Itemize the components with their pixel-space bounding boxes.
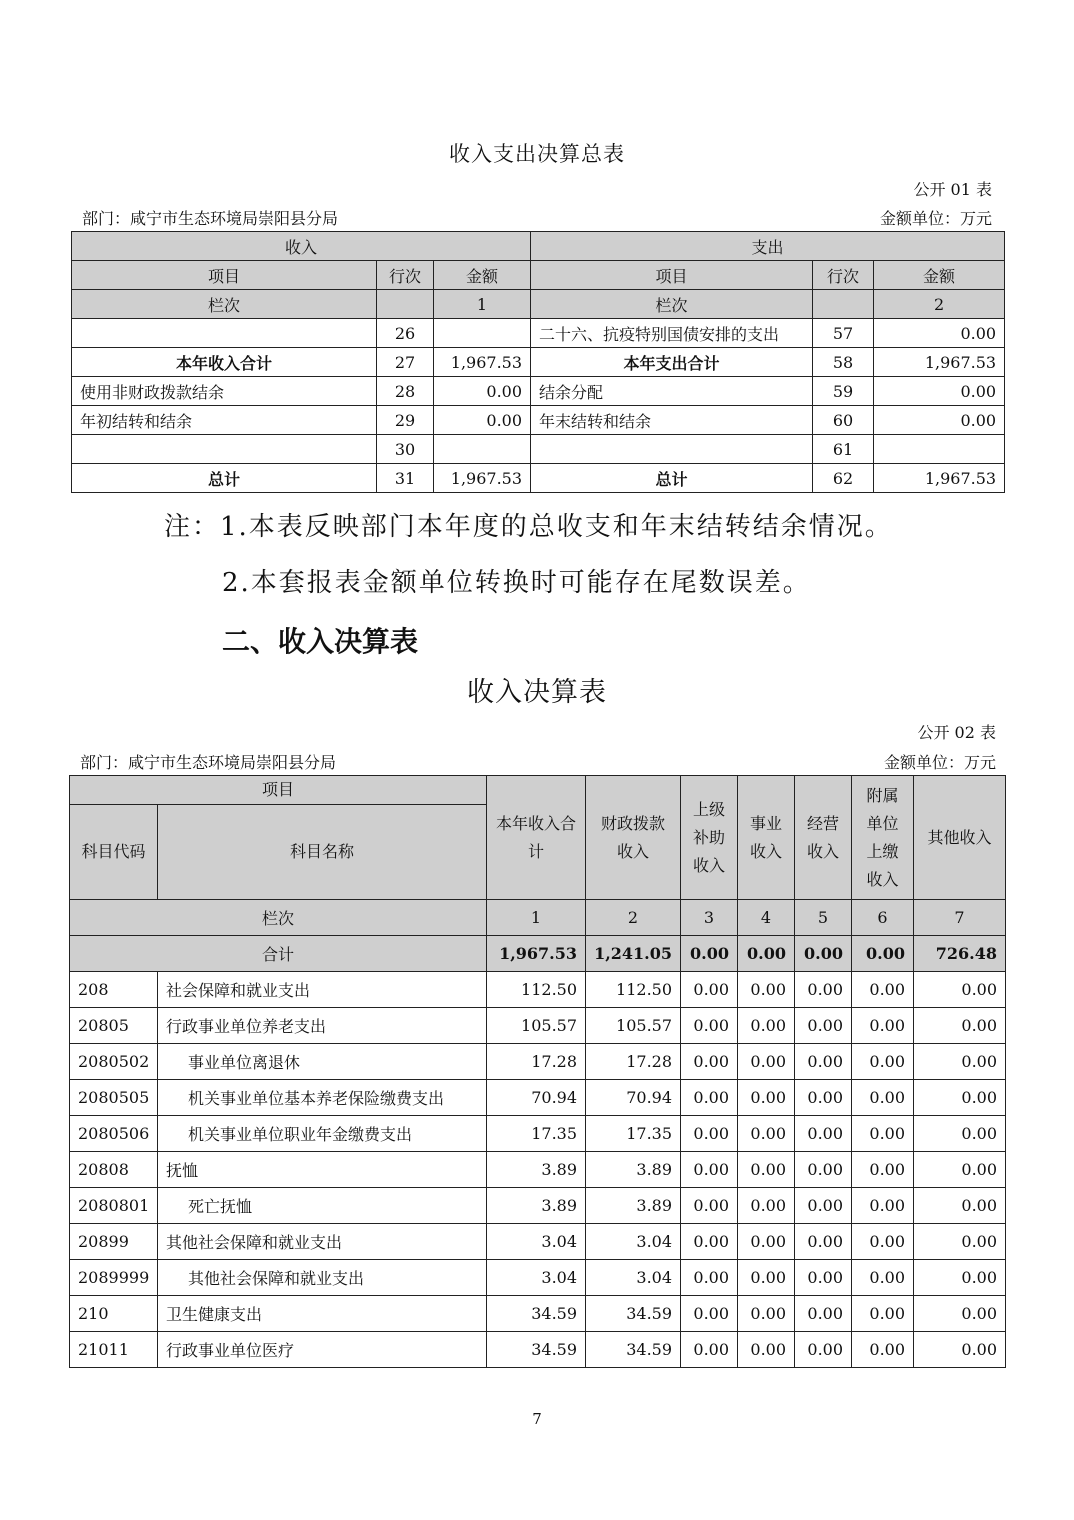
summary-row (72, 319, 1005, 348)
amount-cell: 0.00 (852, 1188, 914, 1224)
expense-row-header: 行次 (813, 261, 874, 290)
section-heading: 二、收入决算表 (222, 625, 419, 658)
amount-cell: 0.00 (795, 1080, 852, 1116)
amount-cell: 0.00 (795, 1044, 852, 1080)
t2-total-value: 0.00 (852, 936, 914, 972)
expense-header: 支出 (531, 232, 1005, 261)
expense-amount: 0.00 (874, 319, 1005, 348)
amount-cell: 0.00 (914, 972, 1006, 1008)
amount-cell: 34.59 (487, 1332, 586, 1368)
amount-cell: 0.00 (738, 1044, 795, 1080)
table2-title: 收入决算表 (467, 677, 607, 708)
amount-cell: 0.00 (795, 1116, 852, 1152)
note-line-1: 注：1.本表反映部门本年度的总收支和年末结转结余情况。 (164, 512, 893, 542)
subject-name: 事业单位离退休 (158, 1044, 487, 1080)
t2-col1-header: 本年收入合计 (487, 776, 586, 900)
expense-row-no: 62 (813, 464, 874, 493)
table-row (70, 1332, 1006, 1368)
amount-cell: 0.00 (914, 1044, 1006, 1080)
amount-cell: 0.00 (738, 1116, 795, 1152)
amount-cell: 3.89 (586, 1188, 681, 1224)
amount-cell: 0.00 (681, 1332, 738, 1368)
expense-lanci-number: 2 (874, 290, 1005, 319)
income-row-no: 31 (377, 464, 434, 493)
amount-cell: 0.00 (738, 1008, 795, 1044)
income-row-header: 行次 (377, 261, 434, 290)
subject-code: 208 (70, 972, 158, 1008)
amount-cell: 3.04 (487, 1260, 586, 1296)
income-item: 年初结转和结余 (72, 406, 377, 435)
subject-name: 其他社会保障和就业支出 (158, 1260, 487, 1296)
t2-col7-header: 其他收入 (914, 776, 1006, 900)
expense-item: 总计 (531, 464, 813, 493)
expense-item: 结余分配 (531, 377, 813, 406)
expense-item: 二十六、抗疫特别国债安排的支出 (531, 319, 813, 348)
amount-cell: 0.00 (795, 1332, 852, 1368)
t2-item-header: 项目 (70, 776, 487, 805)
note-line-2: 2.本套报表金额单位转换时可能存在尾数误差。 (222, 568, 811, 598)
expense-item (531, 435, 813, 464)
subject-name: 抚恤 (158, 1152, 487, 1188)
income-row-no: 30 (377, 435, 434, 464)
amount-cell: 0.00 (914, 1332, 1006, 1368)
t2-lanci-number: 4 (738, 900, 795, 936)
t2-code-header: 科目代码 (70, 805, 158, 900)
amount-cell: 0.00 (852, 1332, 914, 1368)
expense-row-no: 60 (813, 406, 874, 435)
amount-cell: 70.94 (586, 1080, 681, 1116)
amount-cell: 0.00 (681, 1008, 738, 1044)
income-item (72, 435, 377, 464)
amount-cell: 17.28 (487, 1044, 586, 1080)
table2-unit: 金额单位：万元 (883, 753, 996, 772)
amount-cell: 0.00 (681, 972, 738, 1008)
income-item-header: 项目 (72, 261, 377, 290)
expense-item: 年末结转和结余 (531, 406, 813, 435)
t2-lanci-number: 3 (681, 900, 738, 936)
summary-row (72, 435, 1005, 464)
amount-cell: 34.59 (487, 1296, 586, 1332)
amount-cell: 3.04 (586, 1224, 681, 1260)
t2-col2-header: 财政拨款收入 (586, 776, 681, 900)
income-amount: 1,967.53 (434, 464, 531, 493)
expense-item: 本年支出合计 (531, 348, 813, 377)
expense-amount: 0.00 (874, 377, 1005, 406)
amount-cell: 0.00 (795, 1188, 852, 1224)
subject-name: 机关事业单位职业年金缴费支出 (158, 1116, 487, 1152)
amount-cell: 0.00 (852, 1260, 914, 1296)
amount-cell: 0.00 (681, 1296, 738, 1332)
amount-cell: 0.00 (914, 1224, 1006, 1260)
amount-cell: 0.00 (681, 1152, 738, 1188)
expense-amount: 1,967.53 (874, 464, 1005, 493)
summary-row (72, 377, 1005, 406)
t2-total-value: 0.00 (795, 936, 852, 972)
t2-lanci-label: 栏次 (70, 900, 487, 936)
subject-name: 社会保障和就业支出 (158, 972, 487, 1008)
expense-amount (874, 435, 1005, 464)
table1-code: 公开 01 表 (913, 180, 992, 199)
income-lanci-label: 栏次 (72, 290, 377, 319)
table-row (70, 1260, 1006, 1296)
income-lanci-blank (377, 290, 434, 319)
t2-total-value: 0.00 (738, 936, 795, 972)
table-row (70, 1044, 1006, 1080)
amount-cell: 112.50 (487, 972, 586, 1008)
amount-cell: 0.00 (914, 1008, 1006, 1044)
summary-row (72, 406, 1005, 435)
amount-cell: 70.94 (487, 1080, 586, 1116)
subject-code: 2080502 (70, 1044, 158, 1080)
amount-cell: 112.50 (586, 972, 681, 1008)
amount-cell: 0.00 (852, 1044, 914, 1080)
amount-cell: 0.00 (852, 972, 914, 1008)
subject-code: 210 (70, 1296, 158, 1332)
expense-lanci-label: 栏次 (531, 290, 813, 319)
table-row (70, 1188, 1006, 1224)
summary-row (72, 464, 1005, 493)
income-item: 本年收入合计 (72, 348, 377, 377)
subject-code: 20899 (70, 1224, 158, 1260)
amount-cell: 0.00 (795, 1224, 852, 1260)
expense-lanci-blank (813, 290, 874, 319)
amount-cell: 0.00 (738, 1188, 795, 1224)
table-row (70, 1224, 1006, 1260)
amount-cell: 0.00 (738, 1260, 795, 1296)
subject-name: 卫生健康支出 (158, 1296, 487, 1332)
expense-row-no: 58 (813, 348, 874, 377)
expense-amount: 0.00 (874, 406, 1005, 435)
subject-name: 行政事业单位养老支出 (158, 1008, 487, 1044)
subject-code: 2080801 (70, 1188, 158, 1224)
income-row-no: 26 (377, 319, 434, 348)
amount-cell: 3.04 (487, 1224, 586, 1260)
amount-cell: 0.00 (681, 1080, 738, 1116)
expense-amount-header: 金额 (874, 261, 1005, 290)
t2-total-value: 1,967.53 (487, 936, 586, 972)
summary-row (72, 348, 1005, 377)
amount-cell: 0.00 (795, 1008, 852, 1044)
amount-cell: 0.00 (914, 1080, 1006, 1116)
income-row-no: 28 (377, 377, 434, 406)
amount-cell: 17.35 (487, 1116, 586, 1152)
amount-cell: 105.57 (487, 1008, 586, 1044)
amount-cell: 0.00 (795, 1296, 852, 1332)
subject-code: 20808 (70, 1152, 158, 1188)
amount-cell: 3.89 (487, 1188, 586, 1224)
table-row (70, 1008, 1006, 1044)
subject-name: 死亡抚恤 (158, 1188, 487, 1224)
amount-cell: 0.00 (738, 1296, 795, 1332)
amount-cell: 0.00 (852, 1116, 914, 1152)
table1-title: 收入支出决算总表 (449, 142, 625, 166)
page-number: 7 (532, 1410, 542, 1428)
income-final-accounts-table (69, 775, 1006, 1368)
t2-total-value: 0.00 (681, 936, 738, 972)
amount-cell: 0.00 (852, 1008, 914, 1044)
amount-cell: 0.00 (852, 1224, 914, 1260)
expense-row-no: 57 (813, 319, 874, 348)
t2-col4-header: 事业收入 (738, 776, 795, 900)
t2-col5-header: 经营收入 (795, 776, 852, 900)
amount-cell: 0.00 (738, 1080, 795, 1116)
amount-cell: 0.00 (852, 1296, 914, 1332)
income-amount (434, 435, 531, 464)
expense-item-header: 项目 (531, 261, 813, 290)
amount-cell: 17.28 (586, 1044, 681, 1080)
t2-total-label: 合计 (70, 936, 487, 972)
amount-cell: 0.00 (738, 1152, 795, 1188)
t2-col3-header: 上级补助收入 (681, 776, 738, 900)
table1-dept: 部门：咸宁市生态环境局崇阳县分局 (82, 209, 339, 228)
t2-lanci-number: 7 (914, 900, 1006, 936)
amount-cell: 0.00 (738, 1224, 795, 1260)
table-row (70, 1296, 1006, 1332)
amount-cell: 0.00 (795, 1152, 852, 1188)
expense-row-no: 61 (813, 435, 874, 464)
amount-cell: 0.00 (914, 1260, 1006, 1296)
amount-cell: 0.00 (681, 1116, 738, 1152)
income-amount-header: 金额 (434, 261, 531, 290)
table-row (70, 1116, 1006, 1152)
income-item: 总计 (72, 464, 377, 493)
amount-cell: 0.00 (681, 1044, 738, 1080)
expense-amount: 1,967.53 (874, 348, 1005, 377)
expense-row-no: 59 (813, 377, 874, 406)
t2-total-value: 1,241.05 (586, 936, 681, 972)
subject-code: 2089999 (70, 1260, 158, 1296)
amount-cell: 0.00 (852, 1080, 914, 1116)
amount-cell: 0.00 (681, 1224, 738, 1260)
income-row-no: 27 (377, 348, 434, 377)
table-row (70, 1080, 1006, 1116)
subject-code: 21011 (70, 1332, 158, 1368)
t2-lanci-number: 1 (487, 900, 586, 936)
amount-cell: 0.00 (914, 1116, 1006, 1152)
subject-code: 2080506 (70, 1116, 158, 1152)
income-row-no: 29 (377, 406, 434, 435)
income-header: 收入 (72, 232, 531, 261)
subject-name: 行政事业单位医疗 (158, 1332, 487, 1368)
subject-name: 机关事业单位基本养老保险缴费支出 (158, 1080, 487, 1116)
amount-cell: 0.00 (738, 1332, 795, 1368)
amount-cell: 0.00 (795, 972, 852, 1008)
t2-lanci-number: 2 (586, 900, 681, 936)
income-item: 使用非财政拨款结余 (72, 377, 377, 406)
t2-total-value: 726.48 (914, 936, 1006, 972)
income-amount: 0.00 (434, 406, 531, 435)
table-row (70, 972, 1006, 1008)
amount-cell: 34.59 (586, 1332, 681, 1368)
amount-cell: 17.35 (586, 1116, 681, 1152)
t2-name-header: 科目名称 (158, 805, 487, 900)
subject-code: 2080505 (70, 1080, 158, 1116)
income-amount: 0.00 (434, 377, 531, 406)
amount-cell: 3.04 (586, 1260, 681, 1296)
amount-cell: 0.00 (795, 1260, 852, 1296)
subject-name: 其他社会保障和就业支出 (158, 1224, 487, 1260)
t2-col6-header: 附属单位上缴收入 (852, 776, 914, 900)
amount-cell: 0.00 (852, 1152, 914, 1188)
amount-cell: 0.00 (681, 1188, 738, 1224)
amount-cell: 0.00 (914, 1188, 1006, 1224)
amount-cell: 0.00 (681, 1260, 738, 1296)
t2-lanci-number: 5 (795, 900, 852, 936)
amount-cell: 0.00 (914, 1152, 1006, 1188)
amount-cell: 0.00 (914, 1296, 1006, 1332)
table1-unit: 金额单位：万元 (879, 209, 992, 228)
income-item (72, 319, 377, 348)
amount-cell: 34.59 (586, 1296, 681, 1332)
income-amount (434, 319, 531, 348)
amount-cell: 3.89 (586, 1152, 681, 1188)
subject-code: 20805 (70, 1008, 158, 1044)
amount-cell: 0.00 (738, 972, 795, 1008)
income-lanci-number: 1 (434, 290, 531, 319)
amount-cell: 105.57 (586, 1008, 681, 1044)
income-amount: 1,967.53 (434, 348, 531, 377)
table-row (70, 1152, 1006, 1188)
table2-dept: 部门：咸宁市生态环境局崇阳县分局 (80, 753, 337, 772)
t2-lanci-number: 6 (852, 900, 914, 936)
amount-cell: 3.89 (487, 1152, 586, 1188)
table2-code: 公开 02 表 (917, 723, 996, 742)
income-expense-summary-table (71, 231, 1005, 493)
